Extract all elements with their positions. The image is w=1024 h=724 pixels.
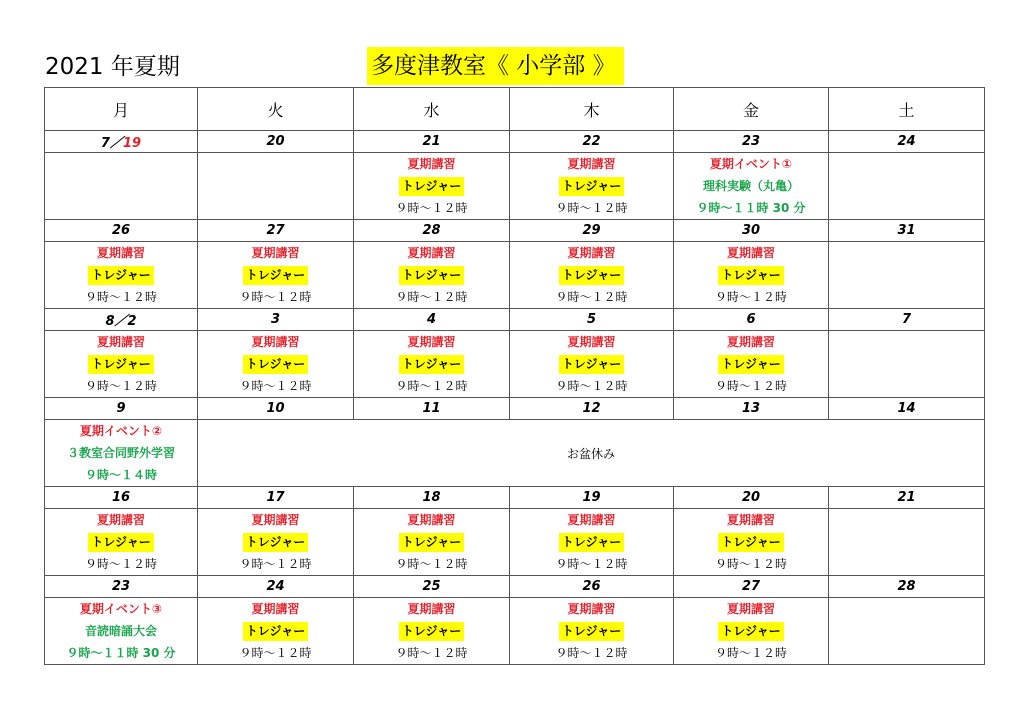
weekday-mon: 月 (45, 88, 198, 131)
lesson-title: 夏期講習 (726, 335, 775, 349)
lesson-cell (198, 331, 354, 398)
lesson-title: 夏期講習 (407, 246, 456, 260)
lesson-cell (198, 242, 354, 309)
lesson-name: トレジャー (399, 266, 464, 285)
date-cell (45, 131, 198, 153)
obon-holiday-cell: お盆休み (198, 420, 985, 487)
lesson-title: 夏期講習 (567, 246, 616, 260)
schedule-row (45, 331, 985, 398)
month-prefix: 7／ (100, 136, 123, 151)
event-title: 夏期イベント② (79, 424, 163, 438)
empty-cell (829, 153, 985, 220)
event-desc: ３教室合同野外学習 (66, 446, 175, 460)
date-cell: 25 (354, 576, 510, 598)
lesson-time: ９時～１２時 (239, 646, 312, 660)
date-row (45, 220, 985, 242)
lesson-name: トレジャー (243, 533, 308, 552)
date-row (45, 487, 985, 509)
date-cell: 27 (198, 220, 354, 242)
date-cell: 10 (198, 398, 354, 420)
lesson-name: トレジャー (243, 266, 308, 285)
lesson-name: トレジャー (718, 533, 783, 552)
empty-cell (829, 598, 985, 665)
lesson-title: 夏期講習 (726, 246, 775, 260)
event-cell (45, 420, 198, 487)
date-cell: 22 (510, 131, 674, 153)
lesson-name: トレジャー (718, 266, 783, 285)
empty-cell (829, 509, 985, 576)
lesson-time: ９時～１２時 (714, 379, 787, 393)
lesson-title: 夏期講習 (407, 157, 456, 171)
date-cell: 23 (674, 131, 829, 153)
lesson-name: トレジャー (243, 622, 308, 641)
term-title: 2021 年夏期 (45, 54, 180, 80)
lesson-cell (510, 509, 674, 576)
lesson-cell (510, 153, 674, 220)
lesson-time: ９時～１２時 (555, 646, 628, 660)
lesson-cell (45, 509, 198, 576)
lesson-title: 夏期講習 (96, 246, 145, 260)
lesson-name: トレジャー (399, 533, 464, 552)
lesson-title: 夏期講習 (407, 602, 456, 616)
lesson-time: ９時～１２時 (84, 557, 157, 571)
date-row (45, 398, 985, 420)
date-cell: 12 (510, 398, 674, 420)
event-time: ９時～１１時 30 分 (696, 201, 806, 215)
lesson-name: トレジャー (399, 355, 464, 374)
date-cell: 11 (354, 398, 510, 420)
lesson-cell (354, 509, 510, 576)
schedule-row (45, 420, 985, 487)
date-cell: 30 (674, 220, 829, 242)
date-row (45, 131, 985, 153)
calendar-table (44, 87, 985, 665)
lesson-cell (354, 331, 510, 398)
lesson-name: トレジャー (559, 355, 624, 374)
lesson-title: 夏期講習 (251, 602, 300, 616)
lesson-name: トレジャー (559, 622, 624, 641)
date-cell: 26 (45, 220, 198, 242)
lesson-name: トレジャー (559, 266, 624, 285)
weekday-sat: 土 (829, 88, 985, 131)
date-cell: 18 (354, 487, 510, 509)
date-cell: 23 (45, 576, 198, 598)
date-cell: 8／2 (45, 309, 198, 331)
lesson-cell (45, 331, 198, 398)
event-cell (45, 598, 198, 665)
date-cell: 4 (354, 309, 510, 331)
lesson-time: ９時～１２時 (395, 201, 468, 215)
lesson-title: 夏期講習 (567, 602, 616, 616)
date-cell: 20 (198, 131, 354, 153)
schedule-row (45, 242, 985, 309)
lesson-title: 夏期講習 (726, 602, 775, 616)
lesson-time: ９時～１２時 (714, 557, 787, 571)
date-cell: 19 (510, 487, 674, 509)
lesson-name: トレジャー (88, 266, 153, 285)
empty-cell (829, 242, 985, 309)
date-cell: 24 (198, 576, 354, 598)
school-title: 多度津教室《 小学部 》 (367, 47, 624, 85)
lesson-cell (674, 331, 829, 398)
weekday-header-row (45, 88, 985, 131)
date-row (45, 309, 985, 331)
event-desc: 音読暗誦大会 (84, 624, 157, 638)
date-cell: 26 (510, 576, 674, 598)
event-title: 夏期イベント① (709, 157, 793, 171)
date-cell: 24 (829, 131, 985, 153)
date-cell: 20 (674, 487, 829, 509)
lesson-cell (674, 242, 829, 309)
event-desc: 理科実験（丸亀） (702, 179, 799, 193)
event-title: 夏期イベント③ (79, 602, 163, 616)
schedule-row (45, 509, 985, 576)
lesson-title: 夏期講習 (567, 335, 616, 349)
lesson-name: トレジャー (718, 622, 783, 641)
lesson-cell (354, 242, 510, 309)
lesson-name: トレジャー (243, 355, 308, 374)
lesson-name: トレジャー (559, 177, 624, 196)
date-cell: 13 (674, 398, 829, 420)
lesson-cell (198, 598, 354, 665)
weekday-tue: 火 (198, 88, 354, 131)
lesson-cell (510, 331, 674, 398)
lesson-time: ９時～１２時 (714, 646, 787, 660)
date-cell: 28 (829, 576, 985, 598)
lesson-cell (674, 598, 829, 665)
date-cell: 17 (198, 487, 354, 509)
holiday-date: 19 (122, 136, 142, 151)
date-cell: 21 (354, 131, 510, 153)
date-cell: 29 (510, 220, 674, 242)
lesson-name: トレジャー (399, 177, 464, 196)
lesson-time: ９時～１２時 (555, 379, 628, 393)
event-time: ９時～１１時 30 分 (66, 646, 176, 660)
weekday-thu: 木 (510, 88, 674, 131)
empty-cell (198, 153, 354, 220)
lesson-cell (45, 242, 198, 309)
lesson-time: ９時～１２時 (395, 646, 468, 660)
lesson-name: トレジャー (718, 355, 783, 374)
lesson-cell (510, 598, 674, 665)
lesson-title: 夏期講習 (567, 513, 616, 527)
lesson-title: 夏期講習 (251, 246, 300, 260)
lesson-cell (674, 509, 829, 576)
lesson-time: ９時～１２時 (555, 290, 628, 304)
lesson-time: ９時～１２時 (84, 379, 157, 393)
date-cell: 6 (674, 309, 829, 331)
lesson-time: ９時～１２時 (84, 290, 157, 304)
lesson-cell (354, 153, 510, 220)
lesson-title: 夏期講習 (407, 335, 456, 349)
lesson-cell (510, 242, 674, 309)
lesson-name: トレジャー (88, 533, 153, 552)
event-time: ９時～１４時 (84, 468, 157, 482)
lesson-time: ９時～１２時 (239, 379, 312, 393)
lesson-title: 夏期講習 (407, 513, 456, 527)
empty-cell (829, 331, 985, 398)
lesson-title: 夏期講習 (251, 335, 300, 349)
event-cell (674, 153, 829, 220)
lesson-cell (198, 509, 354, 576)
lesson-title: 夏期講習 (96, 335, 145, 349)
date-cell: 3 (198, 309, 354, 331)
date-cell: 9 (45, 398, 198, 420)
lesson-title: 夏期講習 (96, 513, 145, 527)
date-cell: 5 (510, 309, 674, 331)
date-row (45, 576, 985, 598)
date-cell: 21 (829, 487, 985, 509)
lesson-time: ９時～１２時 (395, 557, 468, 571)
lesson-time: ９時～１２時 (555, 557, 628, 571)
lesson-title: 夏期講習 (567, 157, 616, 171)
lesson-time: ９時～１２時 (239, 557, 312, 571)
lesson-name: トレジャー (559, 533, 624, 552)
date-cell: 7 (829, 309, 985, 331)
lesson-title: 夏期講習 (251, 513, 300, 527)
lesson-name: トレジャー (399, 622, 464, 641)
date-cell: 28 (354, 220, 510, 242)
schedule-row (45, 153, 985, 220)
lesson-time: ９時～１２時 (395, 290, 468, 304)
lesson-cell (354, 598, 510, 665)
date-cell: 16 (45, 487, 198, 509)
date-cell: 27 (674, 576, 829, 598)
lesson-time: ９時～１２時 (239, 290, 312, 304)
date-cell: 14 (829, 398, 985, 420)
lesson-time: ９時～１２時 (555, 201, 628, 215)
lesson-name: トレジャー (88, 355, 153, 374)
lesson-time: ９時～１２時 (395, 379, 468, 393)
schedule-row (45, 598, 985, 665)
lesson-time: ９時～１２時 (714, 290, 787, 304)
date-cell: 31 (829, 220, 985, 242)
empty-cell (45, 153, 198, 220)
weekday-fri: 金 (674, 88, 829, 131)
lesson-title: 夏期講習 (726, 513, 775, 527)
weekday-wed: 水 (354, 88, 510, 131)
